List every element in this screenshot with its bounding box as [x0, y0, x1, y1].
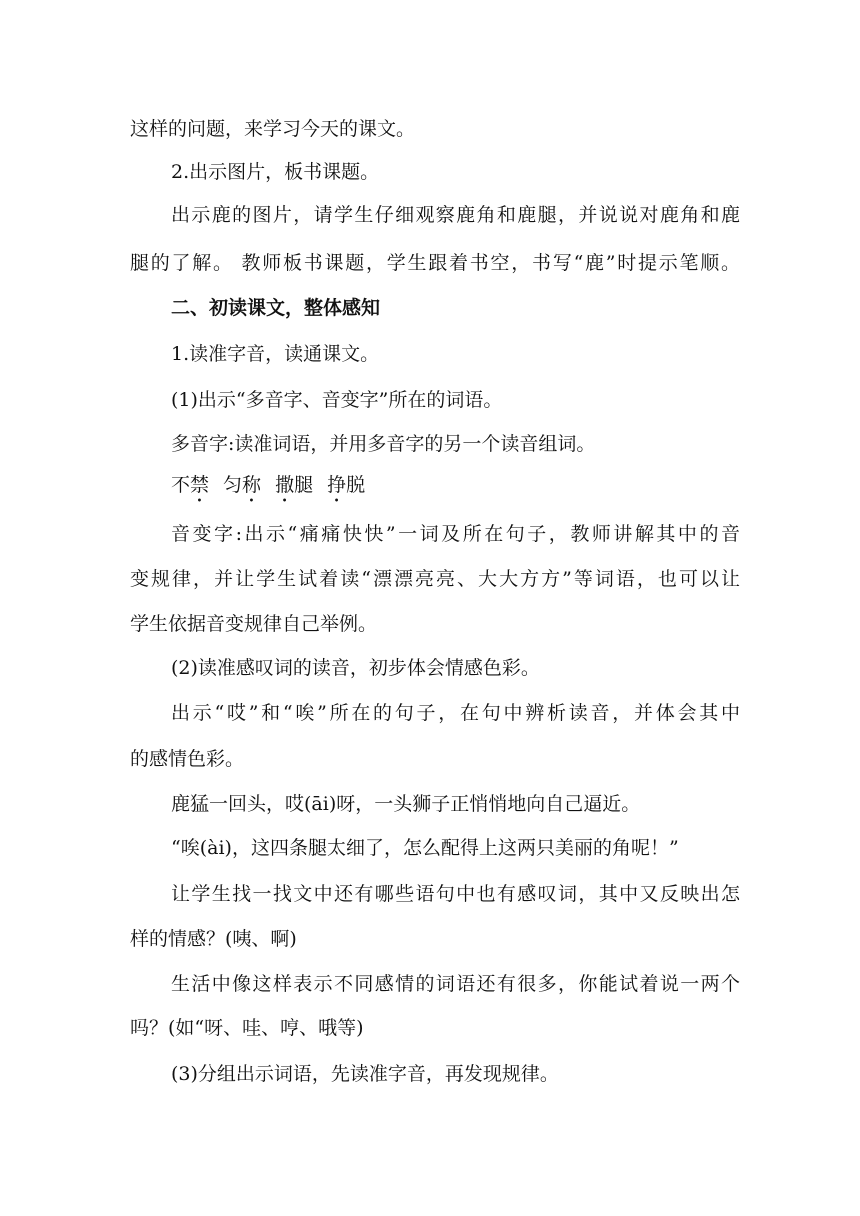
- paragraph-line: 腿的了解。 教师板书课题，学生跟着书空，书写“鹿”时提示笔顺。: [130, 252, 740, 274]
- paragraph-line: 学生依据音变规律自己举例。: [130, 613, 378, 635]
- paragraph-line: 1.读准字音，读通课文。: [171, 343, 380, 365]
- paragraph-line: 多音字:读准词语，并用多音字的另一个读音组词。: [171, 433, 596, 455]
- paragraph-line: 的感情色彩。: [130, 748, 245, 770]
- paragraph-line: 音变字:出示“痛痛快快”一词及所在句子，教师讲解其中的音: [171, 523, 740, 545]
- paragraph-line: 出示鹿的图片，请学生仔细观察鹿角和鹿腿，并说说对鹿角和鹿: [171, 204, 740, 226]
- paragraph-line: 让学生找一找文中还有哪些语句中也有感叹词，其中又反映出怎: [171, 883, 740, 905]
- paragraph-line: (2)读准感叹词的读音，初步体会情感色彩。: [171, 657, 540, 679]
- paragraph-line: 2.出示图片，板书课题。: [171, 161, 380, 183]
- paragraph-line: 吗？(如“呀、哇、哼、哦等): [130, 1017, 364, 1039]
- polyphonic-word: 匀称: [223, 474, 262, 496]
- section-heading: 二、初读课文，整体感知: [171, 297, 381, 319]
- polyphonic-word: 挣脱: [327, 474, 366, 496]
- polyphonic-word-list: [171, 473, 740, 507]
- paragraph-line: (3)分组出示词语，先读准字音，再发现规律。: [171, 1063, 559, 1085]
- example-sentence: 鹿猛一回头，哎(āi)呀，一头狮子正悄悄地向自己逼近。: [171, 793, 641, 815]
- example-sentence: “唉(ài)，这四条腿太细了，怎么配得上这两只美丽的角呢！”: [171, 837, 679, 859]
- paragraph-line: 生活中像这样表示不同感情的词语还有很多，你能试着说一两个: [171, 973, 740, 995]
- paragraph-line: (1)出示“多音字、音变字”所在的词语。: [171, 389, 503, 411]
- paragraph-line: 这样的问题，来学习今天的课文。: [130, 118, 416, 140]
- polyphonic-word: 不禁: [171, 474, 210, 496]
- polyphonic-word: 撒腿: [275, 474, 314, 496]
- paragraph-line: 变规律，并让学生试着读“漂漂亮亮、大大方方”等词语，也可以让: [130, 568, 740, 590]
- paragraph-line: 样的情感？(咦、啊): [130, 928, 297, 950]
- paragraph-line: 出示“哎”和“唉”所在的句子，在句中辨析读音，并体会其中: [171, 702, 740, 724]
